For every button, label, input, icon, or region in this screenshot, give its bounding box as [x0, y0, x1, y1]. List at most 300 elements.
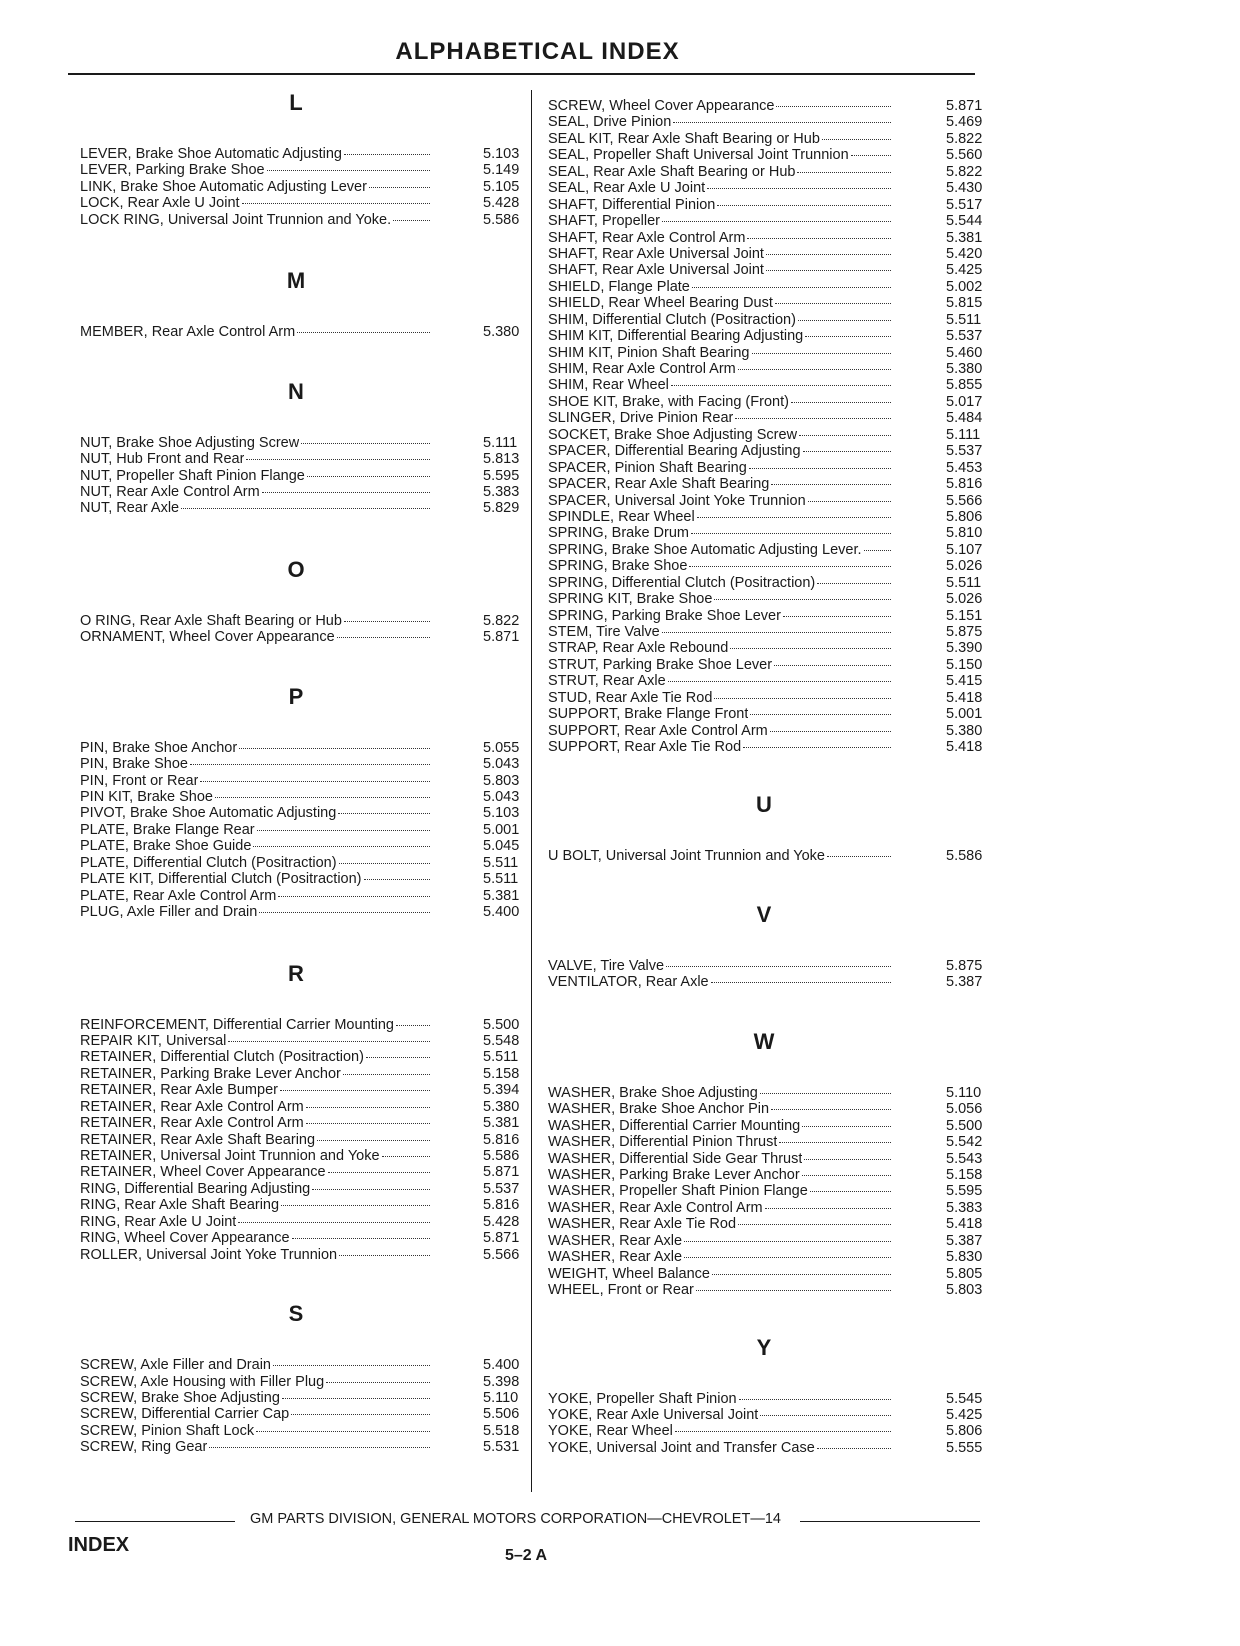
index-entry — [80, 1357, 525, 1373]
leader-dots — [766, 270, 891, 271]
entry-name: SUPPORT, Rear Axle Control Arm — [548, 722, 768, 739]
leader-dots — [735, 418, 891, 419]
entry-name: RETAINER, Rear Axle Shaft Bearing — [80, 1131, 316, 1148]
entry-reference: 5.045 — [483, 838, 520, 855]
index-entry — [80, 451, 525, 467]
index-entry — [548, 542, 988, 558]
section-letter: N — [288, 378, 304, 404]
entry-name: WHEEL, Front or Rear — [548, 1282, 694, 1299]
index-entry — [80, 789, 525, 805]
entry-reference: 5.813 — [483, 451, 520, 468]
index-entry — [548, 262, 988, 278]
leader-dots — [749, 468, 891, 469]
leader-dots — [738, 1224, 891, 1225]
entry-reference: 5.002 — [946, 278, 983, 295]
entry-name: LOCK RING, Universal Joint Trunnion and Yoke. — [80, 211, 392, 228]
index-entry — [80, 1148, 525, 1164]
index-entry — [548, 1391, 988, 1407]
index-entry — [80, 1247, 525, 1263]
leader-dots — [817, 1448, 891, 1449]
index-section — [80, 921, 525, 1264]
index-entry — [80, 888, 525, 904]
entry-reference: 5.398 — [483, 1373, 520, 1390]
index-entry — [548, 1249, 988, 1265]
index-entry — [548, 706, 988, 722]
entry-reference: 5.383 — [946, 1199, 983, 1216]
entry-name: RETAINER, Rear Axle Control Arm — [80, 1098, 304, 1115]
index-entry — [80, 756, 525, 772]
section-letter: S — [288, 1301, 304, 1327]
index-entry — [80, 855, 525, 871]
leader-dots — [344, 154, 430, 155]
entry-reference: 5.518 — [483, 1422, 520, 1439]
index-entry — [80, 195, 525, 211]
leader-dots — [673, 122, 891, 123]
entry-name: SHIM, Rear Wheel — [548, 377, 669, 394]
index-entry — [548, 147, 988, 163]
entry-reference: 5.816 — [483, 1131, 520, 1148]
leader-dots — [280, 1090, 430, 1091]
index-entry — [548, 1233, 988, 1249]
leader-dots — [228, 1041, 430, 1042]
index-entry — [80, 179, 525, 195]
entry-reference: 5.855 — [946, 377, 983, 394]
entry-name: SCREW, Axle Filler and Drain — [80, 1357, 271, 1374]
entry-name: SHIELD, Flange Plate — [548, 278, 690, 295]
leader-dots — [747, 238, 891, 239]
leader-dots — [366, 1057, 430, 1058]
leader-dots — [282, 1398, 430, 1399]
entry-name: VALVE, Tire Valve — [548, 957, 665, 974]
entry-name: SCREW, Axle Housing with Filler Plug — [80, 1373, 325, 1390]
index-entry — [80, 871, 525, 887]
entry-name: SPRING, Parking Brake Shoe Lever — [548, 607, 781, 624]
index-entry — [548, 690, 988, 706]
entry-name: SCREW, Brake Shoe Adjusting — [80, 1389, 280, 1406]
entry-reference: 5.418 — [946, 689, 983, 706]
leader-dots — [662, 221, 891, 222]
entry-name: SPRING KIT, Brake Shoe — [548, 591, 713, 608]
index-entry — [80, 435, 525, 451]
leader-dots — [242, 203, 430, 204]
leader-dots — [297, 332, 430, 333]
section-letter: O — [287, 556, 305, 582]
section-letter: W — [753, 1028, 775, 1054]
entry-name: NUT, Propeller Shaft Pinion Flange — [80, 467, 305, 484]
entry-name: LINK, Brake Shoe Automatic Adjusting Lever — [80, 178, 367, 195]
index-entry — [548, 98, 988, 114]
leader-dots — [771, 1109, 891, 1110]
leader-dots — [343, 1074, 430, 1075]
leader-dots — [364, 879, 430, 880]
entry-reference: 5.543 — [946, 1150, 983, 1167]
index-entry — [548, 312, 988, 328]
leader-dots — [750, 714, 891, 715]
entry-reference: 5.822 — [946, 163, 983, 180]
entry-reference: 5.380 — [483, 324, 520, 341]
footer-rule-right — [800, 1521, 980, 1522]
entry-reference: 5.511 — [483, 871, 519, 888]
leader-dots — [369, 187, 430, 188]
entry-name: STRUT, Parking Brake Shoe Lever — [548, 656, 773, 673]
entry-name: SHAFT, Rear Axle Universal Joint — [548, 262, 764, 279]
index-entry — [548, 1118, 988, 1134]
entry-reference: 5.381 — [483, 1115, 520, 1132]
leader-dots — [306, 1107, 430, 1108]
entry-name: SPACER, Rear Axle Shaft Bearing — [548, 476, 770, 493]
leader-dots — [215, 797, 430, 798]
leader-dots — [292, 1238, 430, 1239]
leader-dots — [382, 1156, 430, 1157]
entry-name: SPRING, Differential Clutch (Positraction) — [548, 574, 816, 591]
index-section — [80, 517, 525, 646]
entry-reference: 5.158 — [483, 1065, 520, 1082]
entry-reference: 5.001 — [483, 821, 520, 838]
entry-reference: 5.871 — [483, 629, 520, 646]
index-entry — [80, 1082, 525, 1098]
leader-dots — [689, 566, 891, 567]
index-entry — [548, 114, 988, 130]
index-entry — [548, 558, 988, 574]
footer-rule-left — [75, 1521, 235, 1522]
index-entry — [548, 230, 988, 246]
leader-dots — [671, 385, 891, 386]
entry-reference: 5.107 — [946, 541, 983, 558]
entry-reference: 5.545 — [946, 1390, 983, 1407]
index-entry — [548, 848, 988, 864]
index-entry — [548, 1151, 988, 1167]
leader-dots — [817, 583, 891, 584]
entry-reference: 5.103 — [483, 805, 520, 822]
entry-name: LEVER, Parking Brake Shoe — [80, 162, 265, 179]
index-entry — [548, 131, 988, 147]
entry-reference: 5.500 — [946, 1117, 983, 1134]
entry-name: SUPPORT, Rear Axle Tie Rod — [548, 739, 742, 756]
leader-dots — [797, 172, 891, 173]
index-entry — [80, 838, 525, 854]
leader-dots — [684, 1257, 891, 1258]
entry-reference: 5.026 — [946, 591, 983, 608]
leader-dots — [696, 1290, 891, 1291]
leader-dots — [262, 492, 430, 493]
entry-reference: 5.001 — [946, 706, 983, 723]
entry-name: SHIM, Differential Clutch (Positraction) — [548, 311, 796, 328]
entry-reference: 5.111 — [946, 426, 981, 443]
index-entry — [80, 212, 525, 228]
leader-dots — [326, 1382, 430, 1383]
entry-name: PIN, Front or Rear — [80, 772, 199, 789]
entry-reference: 5.537 — [946, 328, 983, 345]
entry-name: SPRING, Brake Shoe — [548, 558, 688, 575]
index-entry — [548, 345, 988, 361]
entry-name: REPAIR KIT, Universal — [80, 1032, 227, 1049]
entry-reference: 5.430 — [946, 180, 983, 197]
index-entry — [548, 460, 988, 476]
entry-name: WASHER, Propeller Shaft Pinion Flange — [548, 1183, 808, 1200]
entry-name: PIN, Brake Shoe — [80, 756, 188, 773]
entry-reference: 5.043 — [483, 789, 520, 805]
index-entry — [80, 1181, 525, 1197]
leader-dots — [273, 1365, 430, 1366]
index-entry — [80, 1033, 525, 1049]
entry-reference: 5.595 — [483, 467, 520, 484]
entry-reference: 5.595 — [946, 1183, 983, 1200]
leader-dots — [291, 1414, 430, 1415]
index-entry — [80, 1423, 525, 1439]
entry-reference: 5.026 — [946, 558, 983, 575]
index-entry — [80, 1017, 525, 1033]
index-section — [80, 646, 525, 921]
index-entry — [80, 805, 525, 821]
entry-reference: 5.830 — [946, 1249, 983, 1266]
index-entry — [80, 324, 525, 340]
entry-reference: 5.460 — [946, 344, 983, 361]
entry-reference: 5.822 — [946, 130, 983, 147]
entry-name: YOKE, Propeller Shaft Pinion — [548, 1390, 737, 1407]
leader-dots — [328, 1172, 430, 1173]
entry-reference: 5.380 — [946, 722, 983, 739]
leader-dots — [765, 1208, 891, 1209]
entry-name: NUT, Hub Front and Rear — [80, 451, 245, 468]
index-section — [80, 341, 525, 517]
leader-dots — [798, 320, 891, 321]
entry-reference: 5.418 — [946, 1216, 983, 1233]
leader-dots — [246, 459, 430, 460]
entry-name: SHIM, Rear Axle Control Arm — [548, 361, 736, 377]
index-entry — [548, 1134, 988, 1150]
entry-reference: 5.506 — [483, 1406, 520, 1423]
entry-reference: 5.158 — [946, 1167, 983, 1183]
entry-name: YOKE, Universal Joint and Transfer Case — [548, 1439, 815, 1456]
entry-name: SEAL, Drive Pinion — [548, 114, 672, 131]
entry-reference: 5.017 — [946, 393, 983, 410]
index-section — [548, 1299, 988, 1457]
entry-reference: 5.380 — [946, 361, 983, 377]
page-number: 5–2 A — [505, 1547, 548, 1564]
entry-reference: 5.110 — [483, 1389, 519, 1406]
entry-name: SPACER, Universal Joint Yoke Trunnion — [548, 492, 806, 509]
index-entry — [548, 1085, 988, 1101]
leader-dots — [338, 813, 430, 814]
leader-dots — [827, 856, 891, 857]
entry-name: STEM, Tire Valve — [548, 624, 660, 640]
entry-name: NUT, Brake Shoe Adjusting Screw — [80, 434, 300, 451]
leader-dots — [267, 170, 430, 171]
entry-reference: 5.511 — [483, 854, 519, 871]
section-letter: Y — [756, 1334, 772, 1360]
index-entry — [80, 773, 525, 789]
index-entry — [548, 476, 988, 492]
entry-reference: 5.517 — [946, 196, 983, 213]
entry-name: STUD, Rear Axle Tie Rod — [548, 689, 713, 706]
index-entry — [80, 1132, 525, 1148]
index-entry — [548, 1216, 988, 1232]
index-entry — [548, 591, 988, 607]
index-entry — [548, 443, 988, 459]
entry-reference: 5.425 — [946, 262, 983, 279]
leader-dots — [752, 353, 892, 354]
leader-dots — [799, 435, 891, 436]
leader-dots — [181, 508, 430, 509]
entry-reference: 5.875 — [946, 624, 983, 640]
leader-dots — [259, 912, 430, 913]
entry-name: PLATE, Differential Clutch (Positraction) — [80, 854, 337, 871]
index-entry — [548, 723, 988, 739]
index-entry — [548, 328, 988, 344]
index-entry — [80, 1164, 525, 1180]
entry-reference: 5.380 — [483, 1098, 520, 1115]
leader-dots — [238, 1222, 430, 1223]
index-entry — [80, 1197, 525, 1213]
index-entry — [548, 1101, 988, 1117]
entry-name: RING, Differential Bearing Adjusting — [80, 1180, 311, 1197]
entry-name: MEMBER, Rear Axle Control Arm — [80, 324, 296, 341]
leader-dots — [697, 517, 891, 518]
entry-reference: 5.387 — [946, 1232, 983, 1249]
leader-dots — [278, 896, 430, 897]
entry-reference: 5.425 — [946, 1406, 983, 1423]
entry-name: YOKE, Rear Axle Universal Joint — [548, 1406, 759, 1423]
entry-name: SPRING, Brake Shoe Automatic Adjusting Lever. — [548, 541, 862, 558]
entry-reference: 5.586 — [483, 211, 520, 228]
leader-dots — [306, 1123, 430, 1124]
leader-dots — [774, 665, 891, 666]
index-entry — [80, 484, 525, 500]
entry-reference: 5.511 — [946, 311, 982, 328]
entry-reference: 5.875 — [946, 957, 983, 974]
entry-name: SHOE KIT, Brake, with Facing (Front) — [548, 393, 789, 410]
entry-reference: 5.586 — [483, 1148, 520, 1164]
entry-reference: 5.806 — [946, 508, 983, 525]
entry-reference: 5.537 — [946, 443, 983, 460]
index-column-right — [548, 90, 988, 1456]
entry-reference: 5.586 — [946, 847, 983, 864]
leader-dots — [851, 155, 891, 156]
index-entry — [548, 974, 988, 990]
entry-reference: 5.560 — [946, 147, 983, 164]
entry-name: NUT, Rear Axle Control Arm — [80, 483, 260, 500]
leader-dots — [711, 982, 891, 983]
entry-reference: 5.511 — [946, 574, 982, 591]
leader-dots — [253, 846, 430, 847]
leader-dots — [864, 550, 891, 551]
index-entry — [80, 1230, 525, 1246]
entry-name: PIVOT, Brake Shoe Automatic Adjusting — [80, 805, 337, 822]
entry-reference: 5.805 — [946, 1265, 983, 1282]
leader-dots — [707, 188, 891, 189]
entry-reference: 5.815 — [946, 295, 983, 312]
index-entry — [80, 1049, 525, 1065]
index-entry — [548, 197, 988, 213]
leader-dots — [739, 1399, 891, 1400]
section-letter: L — [289, 90, 303, 115]
section-letter: U — [756, 791, 772, 817]
entry-reference: 5.150 — [946, 656, 983, 673]
entry-reference: 5.428 — [483, 1213, 520, 1230]
entry-name: LEVER, Brake Shoe Automatic Adjusting — [80, 146, 342, 162]
leader-dots — [339, 1255, 430, 1256]
leader-dots — [760, 1093, 891, 1094]
entry-name: RETAINER, Parking Brake Lever Anchor — [80, 1065, 341, 1082]
entry-name: STRAP, Rear Axle Rebound — [548, 640, 729, 657]
entry-name: SHAFT, Differential Pinion — [548, 196, 716, 213]
index-entry — [80, 1374, 525, 1390]
index-entry — [548, 394, 988, 410]
entry-reference: 5.149 — [483, 162, 520, 179]
index-entry — [548, 575, 988, 591]
entry-reference: 5.428 — [483, 195, 520, 212]
leader-dots — [717, 205, 891, 206]
leader-dots — [783, 616, 891, 617]
leader-dots — [738, 369, 891, 370]
entry-name: LOCK, Rear Axle U Joint — [80, 195, 240, 212]
entry-name: PLATE, Brake Flange Rear — [80, 821, 255, 838]
index-entry — [548, 1167, 988, 1183]
entry-reference: 5.806 — [946, 1423, 983, 1440]
entry-name: RING, Rear Axle U Joint — [80, 1213, 237, 1230]
entry-reference: 5.816 — [946, 476, 983, 493]
entry-name: YOKE, Rear Wheel — [548, 1423, 673, 1440]
leader-dots — [692, 287, 891, 288]
entry-reference: 5.537 — [483, 1180, 520, 1197]
leader-dots — [776, 106, 891, 107]
entry-name: SEAL, Rear Axle U Joint — [548, 180, 706, 197]
section-letter: R — [288, 960, 304, 986]
index-entry — [548, 739, 988, 755]
index-entry — [80, 1406, 525, 1422]
index-entry — [548, 246, 988, 262]
entry-reference: 5.871 — [483, 1164, 520, 1181]
entry-name: SPRING, Brake Drum — [548, 525, 689, 542]
leader-dots — [822, 139, 891, 140]
index-section — [80, 1263, 525, 1456]
entry-name: SEAL KIT, Rear Axle Shaft Bearing or Hub — [548, 130, 820, 147]
entry-reference: 5.871 — [483, 1230, 520, 1247]
entry-reference: 5.500 — [483, 1016, 520, 1033]
index-column-left — [80, 90, 525, 1456]
leader-dots — [730, 648, 891, 649]
index-entry — [548, 640, 988, 656]
entry-reference: 5.803 — [946, 1282, 983, 1299]
leader-dots — [396, 1025, 430, 1026]
entry-name: WASHER, Brake Shoe Anchor Pin — [548, 1101, 770, 1118]
index-entry — [548, 608, 988, 624]
entry-name: WASHER, Differential Pinion Thrust — [548, 1134, 778, 1151]
leader-dots — [200, 781, 430, 782]
index-entry — [80, 1439, 525, 1455]
entry-reference: 5.829 — [483, 500, 520, 517]
index-entry — [548, 1282, 988, 1298]
entry-reference: 5.810 — [946, 525, 983, 542]
entry-reference: 5.381 — [946, 229, 983, 246]
index-section — [80, 228, 525, 340]
entry-name: PLATE KIT, Differential Clutch (Positraction) — [80, 871, 362, 888]
entry-reference: 5.816 — [483, 1197, 520, 1214]
entry-name: ROLLER, Universal Joint Yoke Trunnion — [80, 1246, 338, 1263]
leader-dots — [668, 681, 891, 682]
entry-reference: 5.531 — [483, 1439, 520, 1456]
entry-name: U BOLT, Universal Joint Trunnion and Yoke — [548, 847, 826, 864]
entry-name: RETAINER, Rear Axle Control Arm — [80, 1115, 304, 1132]
entry-name: SPACER, Differential Bearing Adjusting — [548, 443, 801, 460]
leader-dots — [307, 476, 430, 477]
index-entry — [548, 1440, 988, 1456]
entry-name: REINFORCEMENT, Differential Carrier Mounting — [80, 1016, 394, 1033]
index-entry — [548, 657, 988, 673]
index-entry — [80, 1214, 525, 1230]
index-entry — [548, 1423, 988, 1439]
entry-name: SPINDLE, Rear Wheel — [548, 508, 695, 525]
